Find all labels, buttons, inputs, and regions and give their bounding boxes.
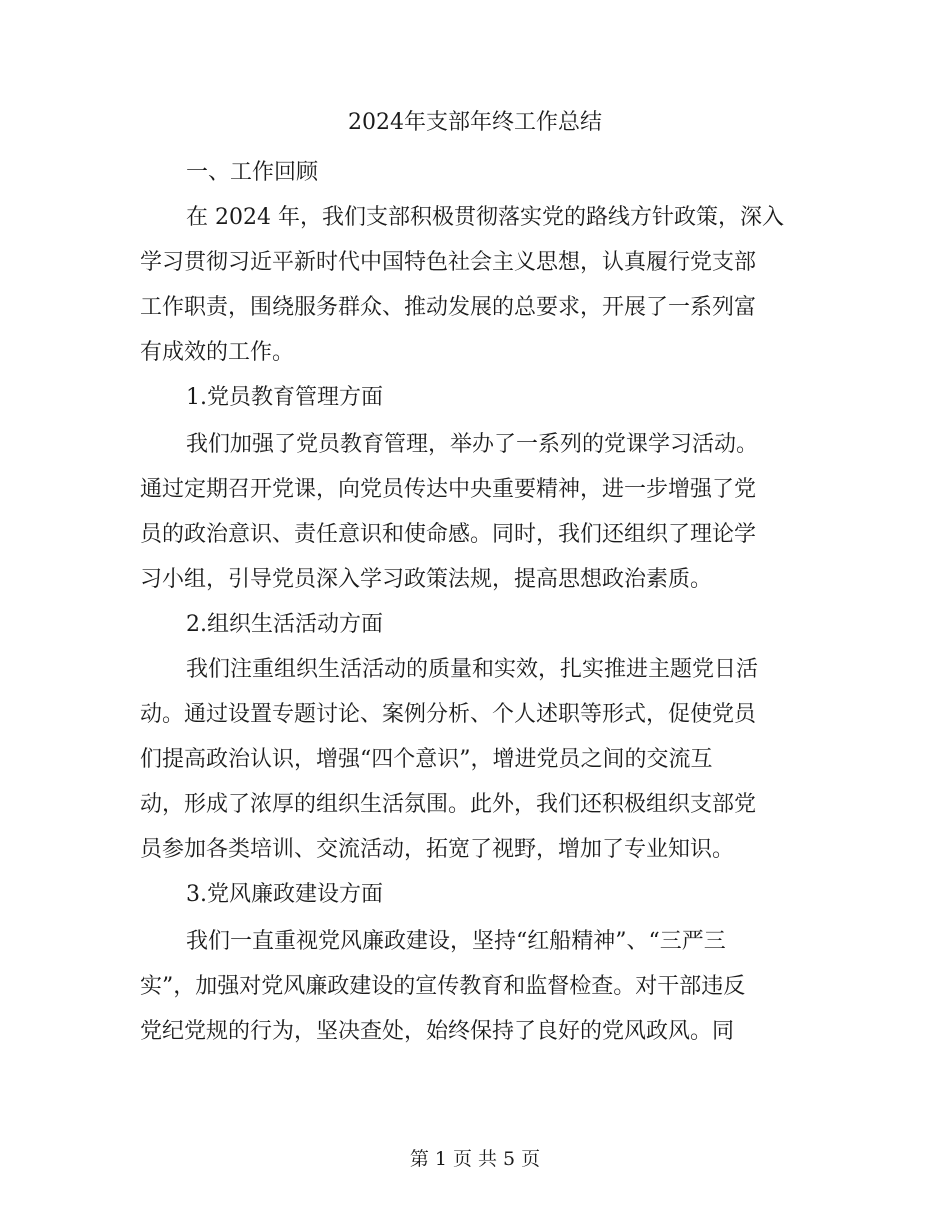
- paragraph-line: 党纪党规的行为，坚决查处，始终保持了良好的党风政风。同: [140, 1019, 735, 1044]
- section-heading-review: 一、工作回顾: [186, 160, 319, 185]
- paragraph-line: 有成效的工作。: [140, 340, 295, 365]
- paragraph-line: 通过定期召开党课，向党员传达中央重要精神，进一步增强了党: [140, 477, 757, 502]
- paragraph-line: 我们一直重视党风廉政建设，坚持“红船精神”、“三严三: [186, 929, 726, 954]
- subsection-heading-integrity: 3.党风廉政建设方面: [186, 882, 383, 907]
- paragraph-line: 实”，加强对党风廉政建设的宣传教育和监督检查。对干部违反: [140, 974, 746, 999]
- paragraph-line: 们提高政治认识，增强“四个意识”，增进党员之间的交流互: [140, 747, 713, 772]
- subsection-heading-education: 1.党员教育管理方面: [186, 385, 383, 410]
- paragraph-line: 我们注重组织生活活动的质量和实效，扎实推进主题党日活: [186, 657, 759, 682]
- paragraph-line: 在 2024 年，我们支部积极贯彻落实党的路线方针政策，深入: [186, 205, 784, 230]
- subsection-heading-activities: 2.组织生活活动方面: [186, 612, 383, 637]
- paragraph-line: 工作职责，围绕服务群众、推动发展的总要求，开展了一系列富: [140, 295, 757, 320]
- paragraph-line: 习小组，引导党员深入学习政策法规，提高思想政治素质。: [140, 567, 713, 592]
- paragraph-line: 动，形成了浓厚的组织生活氛围。此外，我们还积极组织支部党: [140, 792, 757, 817]
- document-title: 2024年支部年终工作总结: [348, 110, 602, 135]
- paragraph-line: 员的政治意识、责任意识和使命感。同时，我们还组织了理论学: [140, 522, 757, 547]
- paragraph-line: 我们加强了党员教育管理，举办了一系列的党课学习活动。: [186, 432, 759, 457]
- paragraph-line: 动。通过设置专题讨论、案例分析、个人述职等形式，促使党员: [140, 702, 757, 727]
- paragraph-line: 学习贯彻习近平新时代中国特色社会主义思想，认真履行党支部: [140, 250, 757, 275]
- paragraph-line: 员参加各类培训、交流活动，拓宽了视野，增加了专业知识。: [140, 837, 735, 862]
- page-number: 第 1 页 共 5 页: [409, 1148, 541, 1170]
